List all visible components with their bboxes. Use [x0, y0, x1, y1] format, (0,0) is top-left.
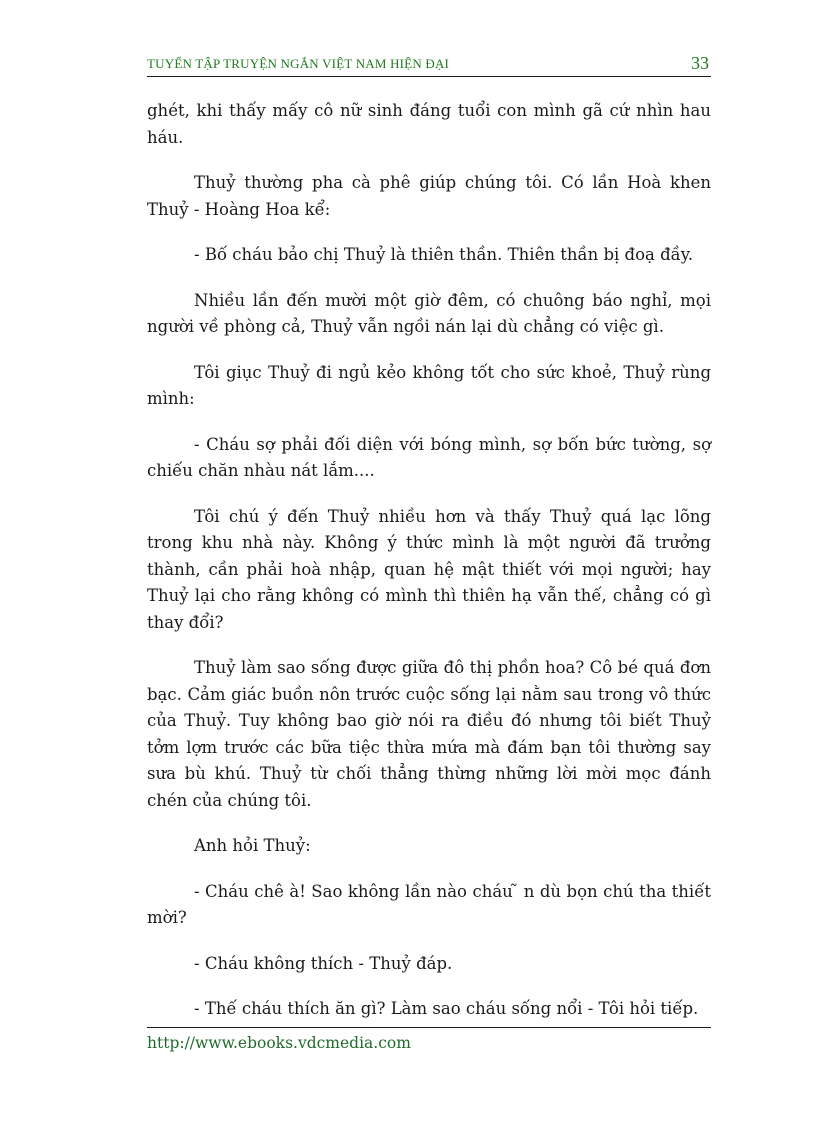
- paragraph: Anh hỏi Thuỷ:: [194, 836, 311, 855]
- paragraph: - Bố cháu bảo chị Thuỷ là thiên thần. Thiên thần bị đoạ đầy.: [194, 245, 694, 264]
- paragraph: - Cháu chê à! Sao không lần nào cháu ̃ n dù bọn chú tha thiết mời?: [147, 881, 711, 927]
- page-number: 33: [691, 53, 709, 73]
- paragraph: Thuỷ làm sao sống được giữa đô thị phồn hoa? Cô bé quá đơn bạc. Cảm giác buồn nôn trước cuộc sống lại nằm sau trong vô thức của Thuỷ. Tuy không bao giờ nói ra điều đó nhưng tôi biết Thuỷ tởm lợm trước các bữa tiệc thừa mứa mà đám bạn tôi thường say sưa bù khú. Thuỷ từ chối thẳng thừng những lời mời mọc đánh chén của chúng tôi.: [147, 658, 711, 810]
- paragraph: - Cháu không thích - Thuỷ đáp.: [194, 953, 453, 973]
- paragraph: - Thế cháu thích ăn gì? Làm sao cháu sống nổi - Tôi hỏi tiếp.: [194, 999, 699, 1018]
- footer-url-link[interactable]: http://www.ebooks.vdcmedia.com: [147, 1034, 411, 1052]
- paragraph: Nhiều lần đến mười một giờ đêm, có chuông báo nghỉ, mọi người về phòng cả, Thuỷ vẫn ngồi nán lại dù chẳng có việc gì.: [147, 290, 711, 336]
- paragraph: - Cháu sợ phải đối diện với bóng mình, sợ bốn bức tường, sợ chiếu chăn nhàu nát lắm....: [147, 434, 711, 480]
- paragraph: Tôi chú ý đến Thuỷ nhiều hơn và thấy Thuỷ quá lạc lõng trong khu nhà này. Không ý thức mình là một người đã trưởng thành, cần phải hoà nhập, quan hệ mật thiết với mọi người; hay Thuỷ lại cho rằng không có mình thì thiên hạ vẫn thế, chẳng có gì thay đổi?: [147, 506, 711, 632]
- book-title: TUYỂN TẬP TRUYỆN NGẮN VIỆT NAM HIỆN ĐẠI: [147, 56, 450, 71]
- paragraph: Thuỷ thường pha cà phê giúp chúng tôi. Có lần Hoà khen Thuỷ - Hoàng Hoa kể:: [147, 173, 711, 219]
- running-header: [147, 54, 711, 77]
- footer-divider: [147, 1027, 711, 1028]
- paragraph: Tôi giục Thuỷ đi ngủ kẻo không tốt cho sức khoẻ, Thuỷ rùng mình:: [147, 362, 711, 408]
- story-body: [147, 98, 711, 1042]
- paragraph: ghét, khi thấy mấy cô nữ sinh đáng tuổi con mình gã cứ nhìn hau háu.: [147, 101, 711, 147]
